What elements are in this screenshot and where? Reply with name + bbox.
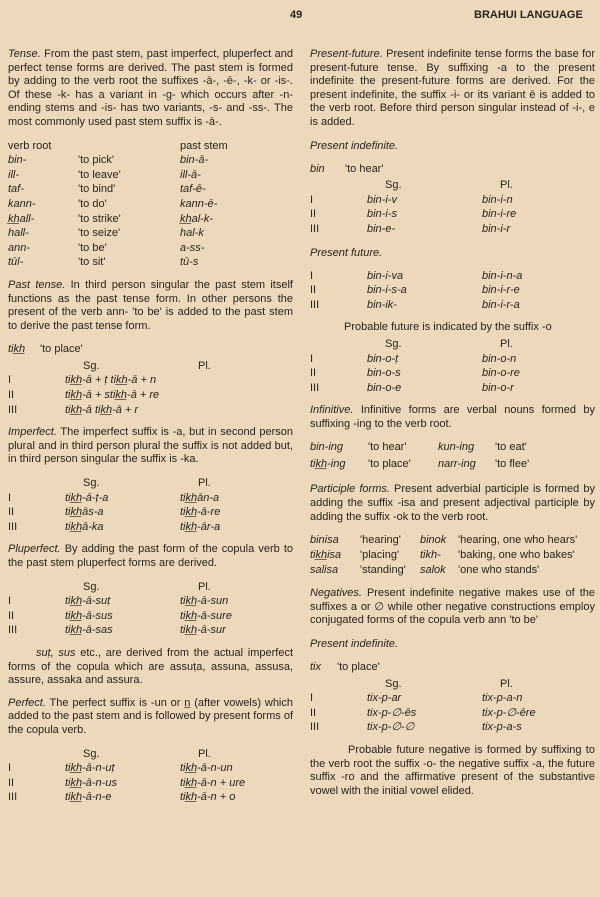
- table-cell: tik̲h̲-ā-re: [180, 506, 221, 519]
- paragraph-text: By adding the past form of the copula verb to the past stem pluperfect forms are derived.: [8, 543, 293, 569]
- negative-table: [310, 677, 595, 735]
- table-row: [310, 222, 595, 237]
- table-cell: ill-ā-: [180, 168, 201, 181]
- table-cell: ann-: [8, 241, 31, 254]
- gloss: 'one who stands': [458, 564, 540, 577]
- verb: tix: [310, 661, 321, 674]
- table-cell: bin-i-s: [367, 208, 397, 221]
- gloss: 'hearing': [360, 534, 401, 547]
- verb-gloss: [8, 342, 293, 357]
- table-cell: tik̲h̲-ā-sure: [180, 609, 232, 622]
- column-header: Pl.: [500, 677, 513, 690]
- paragraph-tense: [8, 48, 293, 130]
- present-future-table: [310, 269, 595, 313]
- column-header: Sg.: [385, 179, 402, 192]
- column-header: Sg.: [385, 677, 402, 690]
- table-row: [310, 207, 595, 222]
- example-row: [310, 548, 595, 563]
- table-cell: bin-ik-: [367, 298, 397, 311]
- paragraph-text: From the past stem, past imperfect, pluperfect and perfect tense forms are derived. The past stem is formed by adding to the verb root the suffixes -ā-, -ē-, -k- or -is-. Of these -k- has a variant in -g- which occurs after -n- ending stems and -is- has two variants, -s- and -ss-. The most commonly used past stem suffix is -ā-.: [8, 48, 293, 128]
- table-row: [8, 226, 293, 241]
- table-row: [310, 706, 595, 721]
- column-header: Sg.: [83, 359, 100, 372]
- verb-gloss: [310, 162, 595, 177]
- table-cell: tik̲h̲-ā-suṭ: [65, 595, 111, 608]
- table-header-row: [8, 476, 293, 491]
- table-cell: kann-: [8, 197, 36, 210]
- table-cell: tik̲h̲ā-ka: [65, 520, 104, 533]
- table-cell: tū-s: [180, 256, 199, 269]
- word: bin-ing: [310, 441, 344, 454]
- table-row: [8, 623, 293, 638]
- term: suṭ, sus: [36, 646, 76, 659]
- paragraph-negatives: [310, 587, 595, 628]
- column-header: Pl.: [198, 477, 211, 490]
- section-heading: Imperfect.: [8, 426, 57, 439]
- example-row: [310, 457, 595, 474]
- table-cell: tix-p-ar: [367, 692, 402, 705]
- column-header: Pl.: [500, 179, 513, 192]
- table-row: [310, 720, 595, 735]
- table-cell: bin-ā-: [180, 154, 209, 167]
- table-cell: taf-: [8, 183, 24, 196]
- person-label: I: [310, 193, 314, 206]
- present-indefinite-table: [310, 178, 595, 236]
- person-label: I: [8, 762, 12, 775]
- table-cell: tik̲h̲-ār-a: [180, 520, 221, 533]
- table-cell: 'to pick': [78, 154, 114, 167]
- table-row: [8, 182, 293, 197]
- table-cell: 'to do': [78, 197, 107, 210]
- table-cell: bin-i-r: [482, 222, 511, 235]
- table-cell: bin-o-s: [367, 367, 401, 380]
- gloss: 'to eat': [495, 441, 527, 454]
- person-label: II: [310, 208, 317, 221]
- table-cell: bin-i-s-a: [367, 284, 407, 297]
- section-heading: Past tense.: [8, 278, 66, 291]
- person-label: III: [310, 381, 320, 394]
- person-label: II: [310, 367, 317, 380]
- paragraph-infinitive: [310, 404, 595, 431]
- table-cell: 'to bind': [78, 183, 116, 196]
- gloss: 'to place': [368, 458, 411, 471]
- word: binisa: [310, 534, 339, 547]
- person-label: II: [310, 706, 317, 719]
- table-cell: hall-: [8, 227, 29, 240]
- table-cell: bin-i-n-a: [482, 269, 523, 282]
- table-cell: tik̲h̲ās-a: [65, 506, 104, 519]
- person-label: I: [310, 692, 314, 705]
- person-label: II: [8, 506, 15, 519]
- word: narr-ing: [438, 458, 476, 471]
- table-cell: k̲h̲all-: [8, 212, 35, 225]
- gloss: 'hearing, one who hears': [458, 534, 578, 547]
- verb-gloss: [310, 660, 595, 675]
- person-label: III: [8, 520, 18, 533]
- column-header: Sg.: [83, 580, 100, 593]
- table-row: [8, 212, 293, 227]
- gloss: 'to place': [337, 661, 380, 674]
- paragraph-imperfect: [8, 426, 293, 467]
- table-header-row: [8, 747, 293, 762]
- paragraph-text: etc., are derived from the actual imperfect forms of the copula which are assuṭa, assuna, assusa, assure, assaka and assura.: [8, 646, 293, 687]
- paragraph-text: The perfect suffix is -un or n̲ (after vowels) which added to the past stem and is followed by present forms of the copula verb.: [8, 696, 293, 736]
- table-row: [310, 298, 595, 313]
- table-row: [8, 168, 293, 183]
- section-heading: Participle forms.: [310, 483, 390, 496]
- table-header-row: [8, 580, 293, 595]
- right-column: [310, 48, 595, 798]
- table-cell: tik̲h̲-ā-n + ure: [180, 776, 246, 789]
- paragraph-copula-note: [8, 647, 293, 688]
- column-header: Sg.: [83, 477, 100, 490]
- table-row: [8, 761, 293, 776]
- table-header-row: [310, 337, 595, 352]
- paragraph-text: Present indefinite tense forms the base for present-future tense. By suffixing -a to the present indefinite the present-future forms are derived. For the present indefinite, the suffix -i- or its variant ē is added to the verb root. Before third person singular instead of -i-, e is added.: [310, 48, 595, 128]
- table-cell: 'to strike': [78, 212, 121, 225]
- imperfect-table: [8, 476, 293, 534]
- table-cell: tik̲h̲ān-a: [180, 491, 220, 504]
- section-heading: Pluperfect.: [8, 543, 61, 556]
- person-label: III: [8, 624, 18, 637]
- table-cell: tix-p-∅-ēre: [482, 706, 536, 719]
- person-label: III: [310, 222, 320, 235]
- table-cell: bin-i-r-e: [482, 284, 520, 297]
- paragraph-present-future: [310, 48, 595, 130]
- table-cell: 'to leave': [78, 168, 121, 181]
- table-cell: hal-k: [180, 227, 204, 240]
- word: tikh-: [420, 549, 441, 562]
- paragraph-text: The imperfect suffix is -a, but in second person plural and in third person plural the suffix is not added but, in third person singular the suffix is -ka.: [8, 426, 293, 466]
- table-row: [310, 381, 595, 396]
- column-header: Pl.: [198, 359, 211, 372]
- table-cell: tik̲h̲-ā-n + o: [180, 791, 236, 804]
- column-header: Pl.: [198, 747, 211, 760]
- table-header-row: [310, 677, 595, 692]
- person-label: II: [8, 609, 15, 622]
- paragraph-probable-future: Probable future is indicated by the suffix -o: [344, 321, 552, 334]
- table-cell: bin-i-re: [482, 208, 517, 221]
- table-row: [310, 366, 595, 381]
- column-header: Pl.: [198, 580, 211, 593]
- word: binok: [420, 534, 447, 547]
- table-cell: bin-o-ṭ: [367, 352, 399, 365]
- example-row: [310, 440, 595, 457]
- table-cell: tik̲h̲-ā-n-us: [65, 776, 117, 789]
- word: kun-ing: [438, 441, 475, 454]
- table-header-row: [310, 178, 595, 193]
- person-label: II: [8, 776, 15, 789]
- gloss: 'baking, one who bakes': [458, 549, 575, 562]
- table-cell: tik̲h̲-ā-sas: [65, 624, 113, 637]
- table-cell: bin-i-va: [367, 269, 404, 282]
- infinitive-examples: [310, 440, 595, 474]
- table-row: [8, 505, 293, 520]
- table-cell: tik̲h̲-ā-n-e: [65, 791, 112, 804]
- table-row: [310, 269, 595, 284]
- person-label: II: [310, 284, 317, 297]
- section-heading: Infinitive.: [310, 404, 354, 417]
- column-header: past stem: [180, 139, 228, 152]
- verb: bin: [310, 162, 325, 175]
- column-header: Sg.: [83, 747, 100, 760]
- section-heading: Perfect.: [8, 696, 46, 709]
- word: tik̲h̲isa: [310, 549, 342, 562]
- table-row: [8, 609, 293, 624]
- paragraph-perfect: [8, 697, 293, 738]
- paragraph-pluperfect: [8, 543, 293, 570]
- table-cell: tik̲h̲-ā + ṭ tik̲h̲-ā + n: [65, 374, 157, 387]
- past-tense-table: [8, 359, 293, 417]
- table-cell: tik̲h̲-ā-ṭ-a: [65, 491, 109, 504]
- gloss: 'to hear': [345, 162, 384, 175]
- table-row: [8, 255, 293, 270]
- page-number: 49: [290, 9, 303, 21]
- example-row: [310, 563, 595, 578]
- section-heading: Present-future.: [310, 48, 383, 60]
- example-row: [310, 533, 595, 548]
- table-row: [8, 594, 293, 609]
- table-row: [8, 403, 293, 418]
- running-title: BRAHUI LANGUAGE: [474, 9, 583, 21]
- person-label: I: [8, 491, 12, 504]
- gloss: 'placing': [360, 549, 400, 562]
- paragraph-text: In third person singular the past stem itself functions as the past tense form. In other persons the present of the verb ann- 'to be' is added to the past stem to derive the past tense form.: [8, 278, 293, 332]
- column-header: verb root: [8, 139, 52, 152]
- table-cell: tik̲h̲-ā-n-uṭ: [65, 762, 115, 775]
- word: tik̲h̲-ing: [310, 458, 346, 471]
- table-cell: tūl-: [8, 256, 24, 269]
- table-cell: bin-i-n: [482, 193, 513, 206]
- table-row: [310, 193, 595, 208]
- table-row: [8, 197, 293, 212]
- table-cell: bin-e-: [367, 222, 396, 235]
- table-cell: tik̲h̲-ā-sus: [65, 609, 113, 622]
- table-cell: bin-o-re: [482, 367, 520, 380]
- probable-future-table: [310, 337, 595, 395]
- table-row: [310, 691, 595, 706]
- table-cell: tik̲h̲-ā-sur: [180, 624, 226, 637]
- person-label: I: [8, 595, 12, 608]
- table-cell: tik̲h̲-ā-sun: [180, 595, 229, 608]
- table-cell: bin-: [8, 154, 27, 167]
- section-heading: Tense.: [8, 48, 41, 60]
- table-row: [8, 373, 293, 388]
- perfect-table: [8, 747, 293, 805]
- pluperfect-table: [8, 580, 293, 638]
- verb: tik̲h̲: [8, 343, 26, 356]
- paragraph-text: Present indefinite negative makes use of the suffixes a or ∅ while other negative constructions employ conjugated forms of the copula verb ann 'to be': [310, 587, 595, 627]
- paragraph-text: Infinitive forms are verbal nouns formed by suffixing -ing to the verb root.: [310, 404, 595, 430]
- person-label: III: [310, 721, 320, 734]
- table-cell: taf-ē-: [180, 183, 206, 196]
- person-label: III: [8, 403, 18, 416]
- table-cell: ill-: [8, 168, 19, 181]
- table-cell: bin-o-r: [482, 381, 514, 394]
- table-cell: bin-i-v: [367, 193, 397, 206]
- subheading-present-future: Present future.: [310, 246, 383, 259]
- table-cell: k̲h̲al-k-: [180, 212, 214, 225]
- table-cell: 'to seize': [78, 227, 121, 240]
- person-label: I: [310, 352, 314, 365]
- table-cell: a-ss-: [180, 241, 205, 254]
- participle-examples: [310, 533, 595, 578]
- table-cell: bin-o-n: [482, 352, 517, 365]
- table-cell: tik̲h̲-ā + stik̲h̲-ā + re: [65, 389, 160, 402]
- table-cell: 'to sit': [78, 256, 106, 269]
- table-row: [8, 790, 293, 805]
- gloss: 'to hear': [368, 441, 407, 454]
- table-row: [8, 241, 293, 256]
- column-header: Sg.: [385, 337, 402, 350]
- table-cell: tix-p-a-s: [482, 721, 522, 734]
- column-header: Pl.: [500, 337, 513, 350]
- paragraph-past-tense: [8, 279, 293, 333]
- table-cell: kann-ē-: [180, 197, 218, 210]
- section-heading: Negatives.: [310, 587, 362, 600]
- table-row: [8, 520, 293, 535]
- table-cell: tix-p-∅-∅: [367, 721, 415, 734]
- table-row: [8, 388, 293, 403]
- table-cell: bin-o-e: [367, 381, 402, 394]
- subheading-negative-present-indefinite: Present indefinite.: [310, 638, 399, 651]
- table-cell: bin-i-r-a: [482, 298, 520, 311]
- gloss: 'to flee': [495, 458, 530, 471]
- table-header-row: [8, 359, 293, 374]
- word: salok: [420, 564, 446, 577]
- stems-table: [8, 139, 293, 270]
- table-cell: tix-p-∅-ēs: [367, 706, 417, 719]
- table-cell: tix-p-a-n: [482, 692, 523, 705]
- gloss: 'standing': [360, 564, 406, 577]
- table-cell: 'to be': [78, 241, 107, 254]
- gloss: 'to place': [40, 343, 83, 356]
- table-header-row: [8, 139, 293, 154]
- left-column: [8, 48, 293, 805]
- person-label: II: [8, 389, 15, 402]
- person-label: I: [8, 374, 12, 387]
- person-label: I: [310, 269, 314, 282]
- paragraph-probable-future-negative: Probable future negative is formed by suffixing to the verb root the suffix -o- the negative suffix -a, the future suffix -ro and the affirmative present of the substantive vowel with the initial vowel elided.: [310, 744, 595, 797]
- table-row: [8, 491, 293, 506]
- paragraph-text: Present adverbial participle is formed by adding the suffix -isa and present adjectival participle by adding the suffix -ok to the verb root.: [310, 483, 595, 523]
- paragraph-participle: [310, 483, 595, 524]
- table-row: [310, 352, 595, 367]
- table-row: [310, 283, 595, 298]
- subheading-present-indefinite: Present indefinite.: [310, 139, 399, 152]
- table-cell: tik̲h̲-ā tik̲h̲-ā + r: [65, 403, 139, 416]
- person-label: III: [310, 298, 320, 311]
- table-row: [8, 153, 293, 168]
- table-row: [8, 776, 293, 791]
- person-label: III: [8, 791, 18, 804]
- word: salisa: [310, 564, 339, 577]
- table-cell: tik̲h̲-ā-n-un: [180, 762, 233, 775]
